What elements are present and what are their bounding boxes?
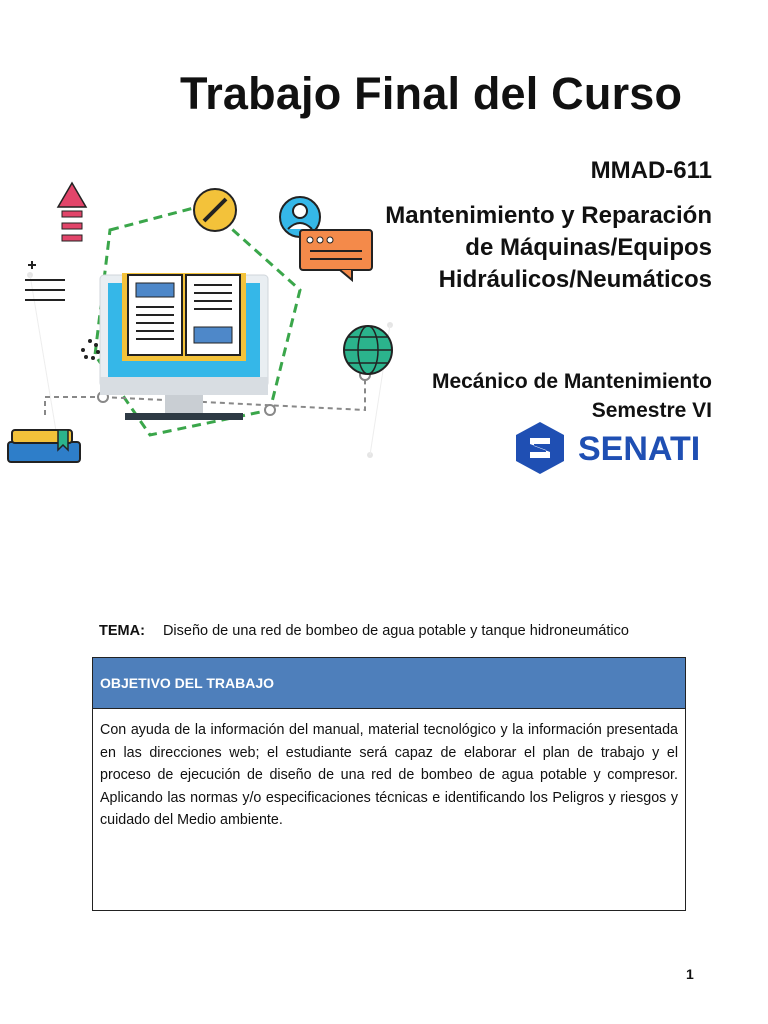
online-learning-illustration — [0, 125, 400, 485]
semester-label: Semestre VI — [591, 399, 712, 422]
chat-bubble-icon — [300, 230, 372, 280]
tema-label: TEMA: — [99, 623, 145, 639]
svg-text:SENATI: SENATI — [578, 430, 701, 468]
objective-header: OBJETIVO DEL TRABAJO — [93, 658, 685, 709]
senati-symbol-icon — [516, 422, 564, 474]
tema-text: Diseño de una red de bombeo de agua potable y tanque hidroneumático — [162, 623, 629, 639]
course-name-line-2: de Máquinas/Equipos — [465, 234, 712, 261]
career-name: Mecánico de Mantenimiento — [431, 370, 712, 393]
upload-arrow-icon — [58, 183, 86, 241]
document-title: Trabajo Final del Curso — [180, 68, 683, 119]
course-code: MMAD-611 — [590, 157, 712, 184]
objective-table — [92, 657, 686, 911]
objective-text: Con ayuda de la información del manual, material tecnológico y la información presentada en las direcciones web; el estudiante será capaz de elaborar el plan de trabajo y el proceso de ejecución de diseño de una red de bombeo de agua potable y compresor. Aplicando las normas y/o especificaciones técnicas e identificando los Peligros y riesgos y cuidado del Medio ambiente. — [100, 722, 678, 828]
page-number: 1 — [686, 966, 694, 982]
course-name-line-3: Hidráulicos/Neumáticos — [438, 266, 712, 293]
list-lines-icon — [25, 261, 65, 300]
pencil-icon — [194, 189, 236, 231]
books-stack-icon — [8, 430, 80, 462]
tema-row — [99, 623, 629, 639]
senati-logo — [512, 420, 712, 476]
course-name-line-1: Mantenimiento y Reparación — [385, 202, 712, 229]
open-book-icon — [122, 273, 246, 361]
globe-icon — [344, 326, 392, 374]
